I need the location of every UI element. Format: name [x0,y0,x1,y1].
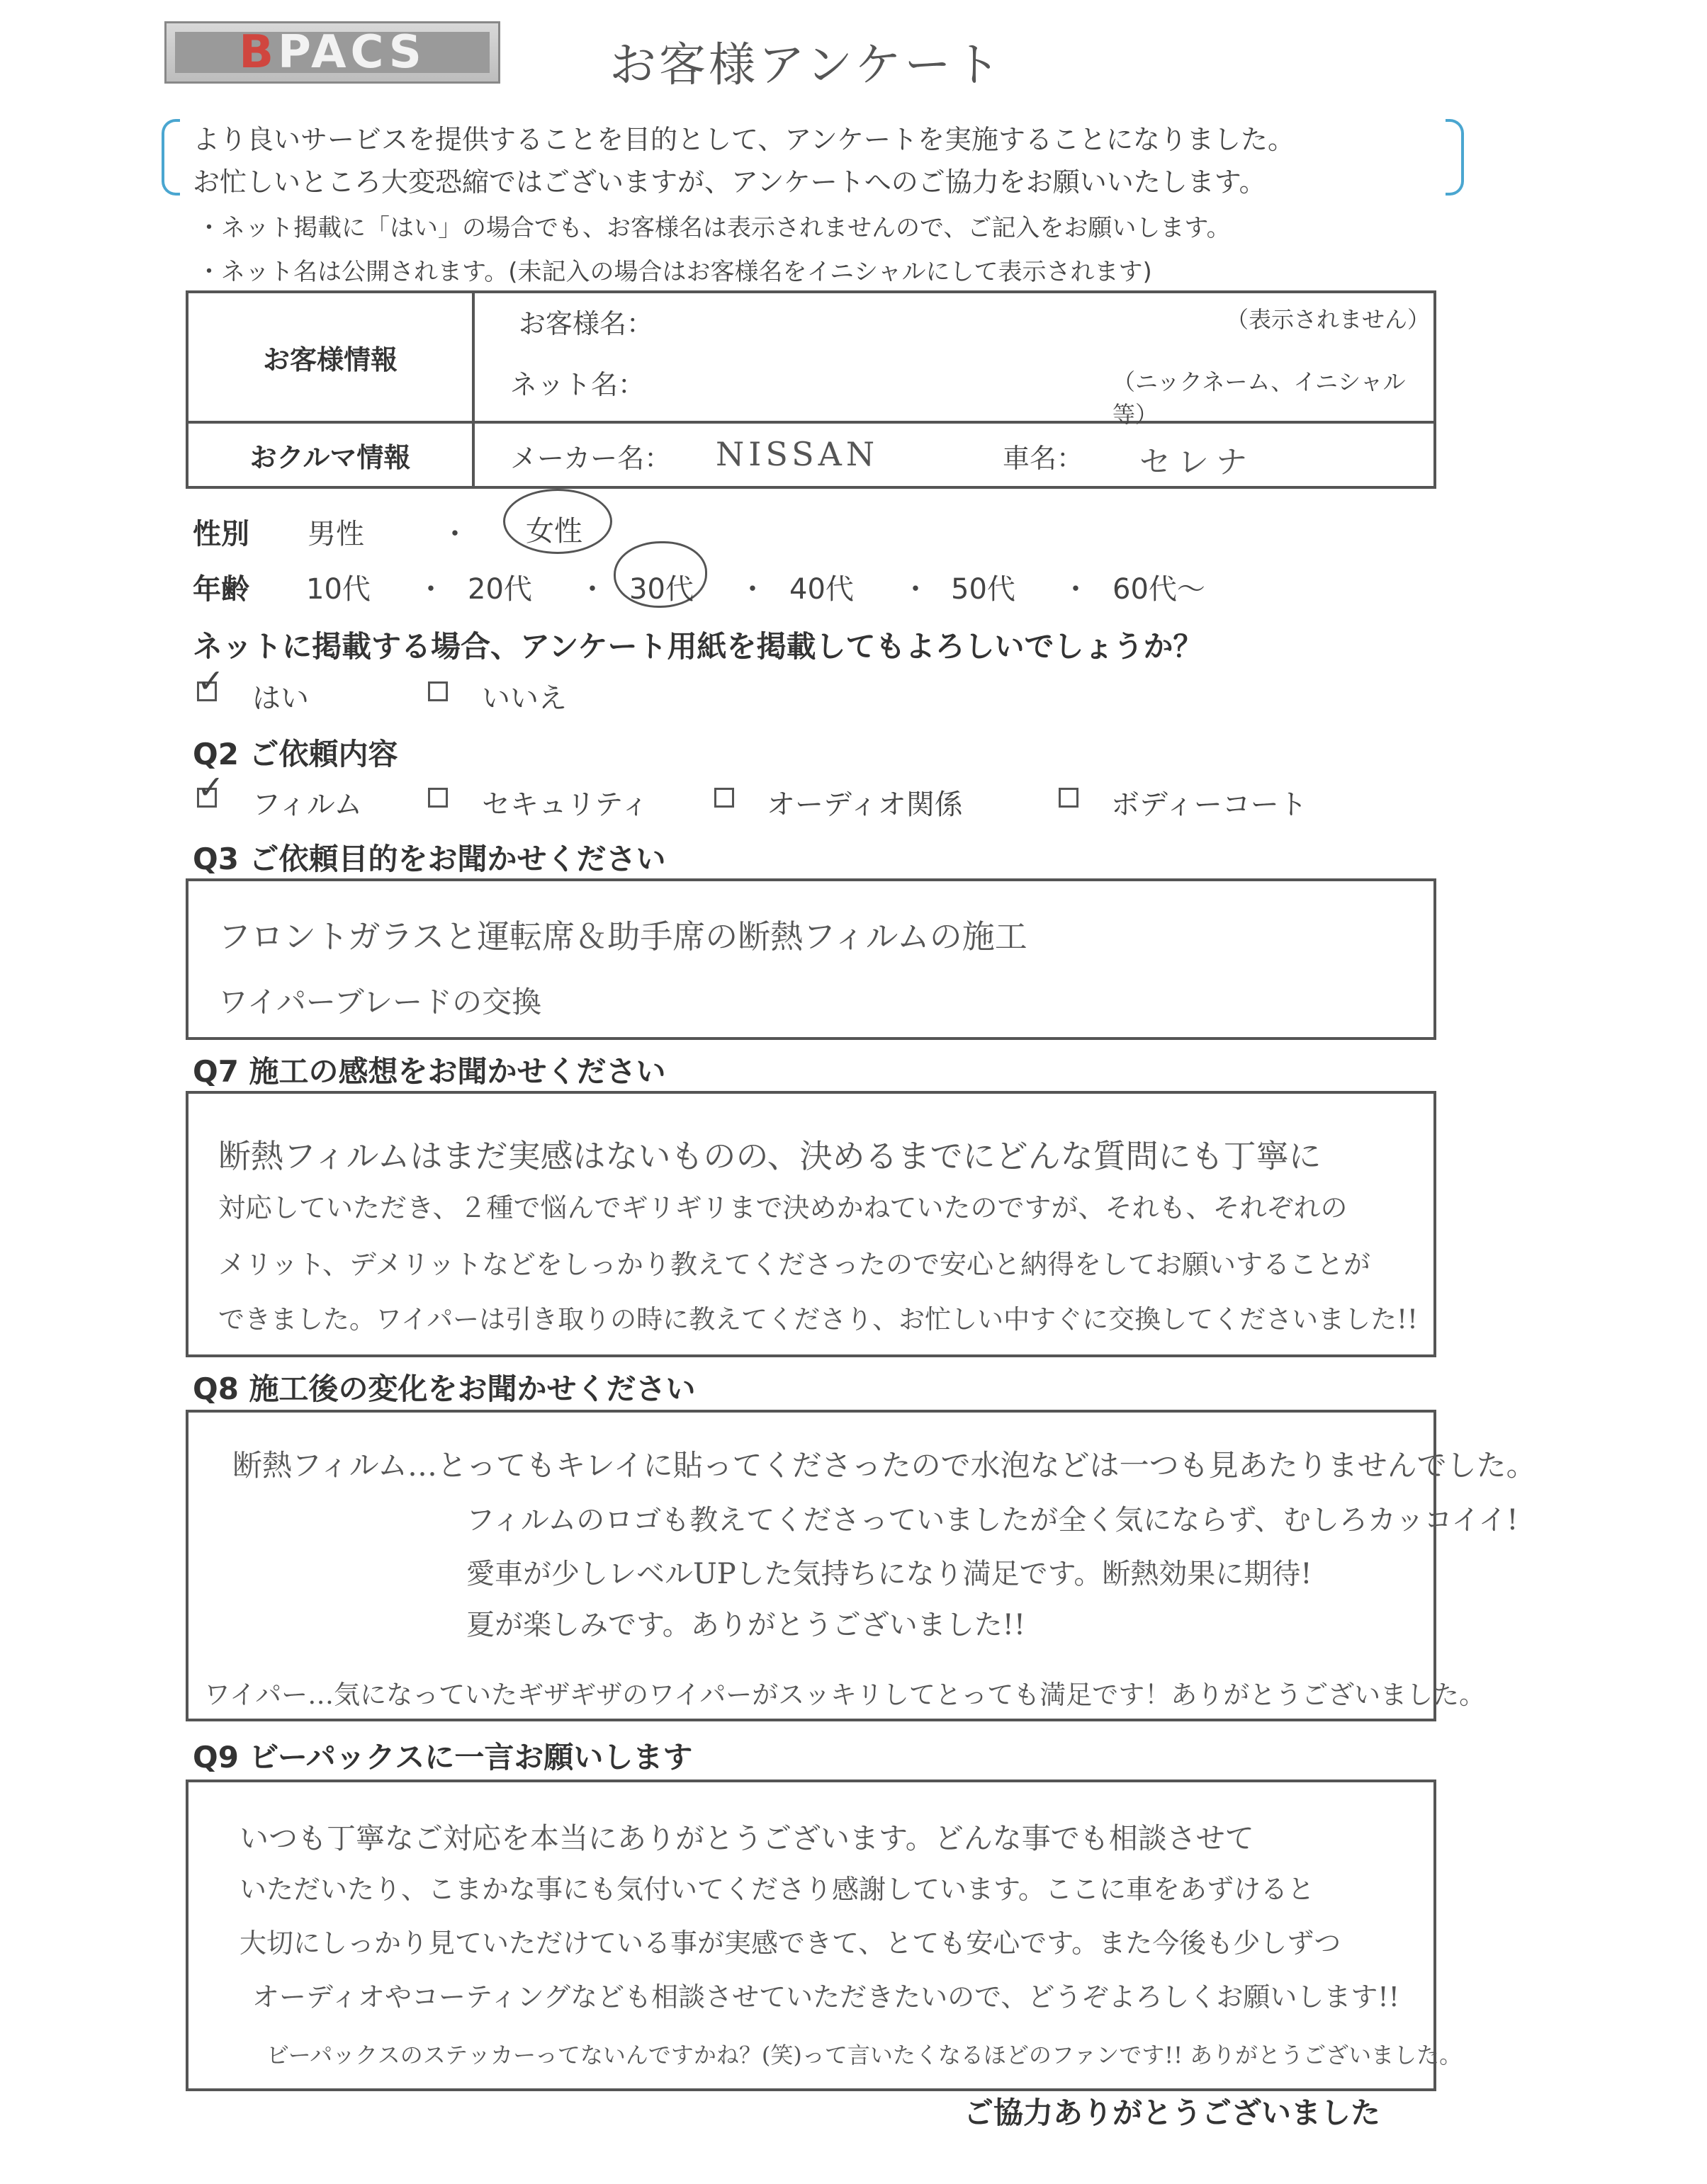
age-separator-1: ・ [417,573,445,606]
publish-no-label: いいえ [482,682,567,715]
intro-bracket-left [162,119,180,196]
q9-answer-line-5: ビーパックスのステッカーってないんですかね？(笑)って言いたくなるほどのファンです!! ありがとうございました。 [266,2042,1463,2069]
q2-film-label: フィルム [252,788,363,821]
age-option-10s[interactable]: 10代 [306,573,371,606]
q3-answer-line-2: ワイパーブレードの交換 [218,985,542,1019]
q2-security-label: セキュリティ [482,788,649,821]
q3-question: Q3 ご依頼目的をお聞かせください [193,842,666,876]
q8-question: Q8 施工後の変化をお聞かせください [193,1371,696,1406]
q8-answer-box [186,1410,1536,1721]
customer-name-label: お客様名： [519,308,654,339]
page-title: お客様アンケート [609,38,1004,92]
q2-bodycoat-label: ボディーコート [1111,788,1307,821]
q2-audio-checkbox[interactable] [714,788,734,808]
q8-answer-line-2: フィルムのロゴも教えてくださっていましたが全く気にならず、むしろカッコイイ! [466,1504,1519,1537]
age-label: 年齢 [193,573,249,606]
age-separator-5: ・ [1061,573,1090,606]
q8-answer-line-4: 夏が楽しみです。ありがとうございました!! [466,1609,1025,1641]
q7-answer-line-4: できました。ワイパーは引き取りの時に教えてくださり、お忙しい中すぐに交換してくださいました!! [218,1304,1418,1335]
q9-question: Q9 ビーパックスに一言お願いします [193,1740,693,1775]
customer-info-cell [473,292,1435,428]
gender-separator: ・ [441,518,469,550]
age-option-50s[interactable]: 50代 [951,573,1015,606]
customer-name-note: （表示されません） [1226,306,1431,333]
intro-line-2: お忙しいところ大変恐縮ではございますが、アンケートへのご協力をお願いいたします。 [193,166,1266,198]
publish-yes-label: はい [252,682,309,715]
intro-line-1: より良いサービスを提供することを目的として、アンケートを実施することになりました。 [193,124,1295,155]
q9-answer-box [186,1780,1463,2091]
age-option-60s[interactable]: 60代～ [1112,573,1205,606]
q9-answer-line-4: オーディオやコーティングなども相談させていただきたいので、どうぞよろしくお願いします!! [252,1981,1399,2013]
q7-question: Q7 施工の感想をお聞かせください [193,1054,666,1089]
publish-no-checkbox[interactable] [428,681,448,701]
q2-audio-label: オーディオ関係 [767,788,963,821]
check-mark-icon: ✓ [197,768,225,806]
maker-value: NISSAN [716,435,879,473]
intro-note-1: ・ネット掲載に「はい」の場合でも、お客様名は表示されませんので、ご記入をお願いします。 [197,214,1231,242]
car-info-heading: おクルマ情報 [187,422,473,487]
age-separator-4: ・ [901,573,930,606]
intro-bracket-right [1446,119,1464,196]
q2-bodycoat-checkbox[interactable] [1059,788,1078,808]
q8-answer-line-1: 断熱フィルム…とってもキレイに貼ってくださったので水泡などは一つも見あたりませんでした。 [232,1448,1536,1483]
q7-answer-line-1: 断熱フィルムはまだ実感はないものの、決めるまでにどんな質問にも丁寧に [218,1137,1322,1175]
q7-answer-line-2: 対応していただき、２種で悩んでギリギリまで決めかねていたのですが、それも、それぞれの [218,1192,1348,1223]
net-name-note: （ニックネーム、イニシャル等） [1112,368,1406,428]
q2-question: Q2 ご依頼内容 [193,737,398,771]
info-table [186,290,1436,489]
age-option-30s[interactable]: 30代 [629,573,694,606]
bpacs-logo [164,21,500,84]
q9-answer-line-1: いつも丁寧なご対応を本当にありがとうございます。どんな事でも相談させて [240,1821,1254,1855]
age-separator-2: ・ [578,573,607,606]
q8-answer-line-3: 愛車が少しレベルUPした気持ちになり満足です。断熱効果に期待! [466,1558,1312,1590]
age-separator-3: ・ [738,573,767,606]
gender-label: 性別 [193,518,249,550]
intro-note-2: ・ネット名は公開されます。(未記入の場合はお客様名をイニシャルにして表示されます) [197,258,1152,286]
q7-answer-box [186,1091,1436,1357]
publish-question: ネットに掲載する場合、アンケート用紙を掲載してもよろしいでしょうか？ [193,629,1203,664]
customer-info-heading: お客様情報 [187,292,473,422]
q2-security-checkbox[interactable] [428,788,448,808]
q3-answer-box [186,878,1436,1040]
footer-thanks: ご協力ありがとうございました [964,2095,1381,2130]
car-name-label: 車名： [1003,443,1084,474]
q9-answer-line-2: いただいたり、こまかな事にも気付いてくださり感謝しています。ここに車をあずけると [240,1874,1314,1905]
q7-answer-line-3: メリット、デメリットなどをしっかり教えてくださったので安心と納得をしてお願いすることが [218,1249,1371,1280]
age-option-40s[interactable]: 40代 [789,573,854,606]
check-mark-icon: ✓ [197,662,225,700]
gender-option-female[interactable]: 女性 [526,515,582,548]
q9-answer-line-3: 大切にしっかり見ていただけている事が実感できて、とても安心です。また今後も少しずつ [240,1928,1341,1959]
q8-answer-line-5: ワイパー…気になっていたギザギザのワイパーがスッキリしてとっても満足です！ありがとうございました。 [204,1680,1486,1710]
maker-label: メーカー名： [510,443,672,474]
net-name-label: ネット名： [510,369,646,400]
q3-answer-line-1: フロントガラスと運転席＆助手席の断熱フィルムの施工 [218,917,1027,956]
logo-text: BPACS [239,26,426,79]
car-info-cell [473,422,1435,487]
gender-option-male[interactable]: 男性 [308,518,364,550]
car-name-value: セレナ [1139,444,1254,480]
age-option-20s[interactable]: 20代 [468,573,532,606]
